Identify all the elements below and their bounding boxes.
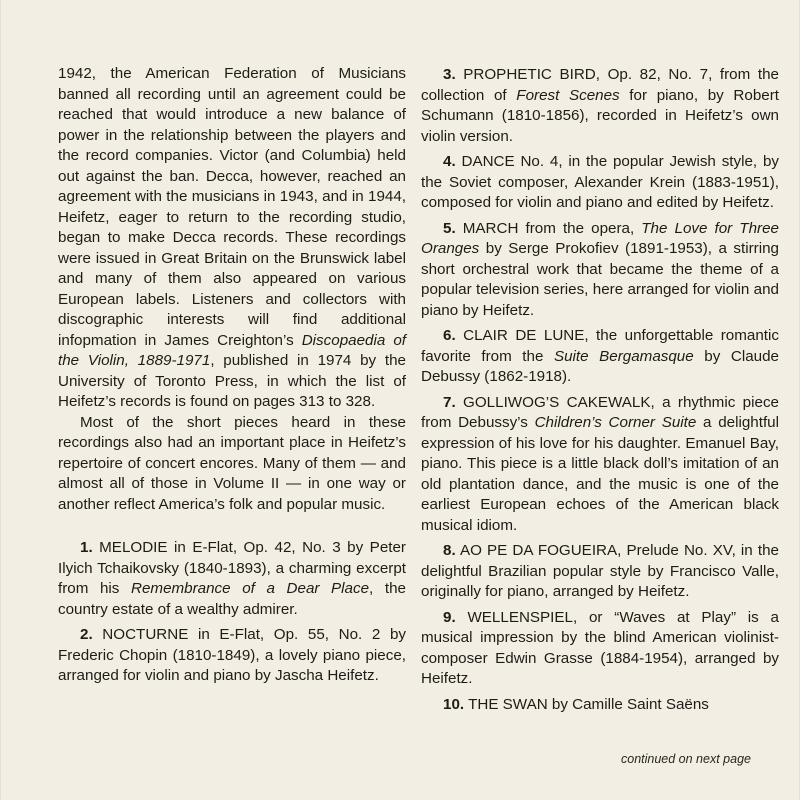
intro-paragraph bbox=[58, 64, 406, 413]
item-italic: Forest Scenes bbox=[516, 86, 620, 104]
item-text: THE SWAN by Camille Saint Saëns bbox=[464, 695, 709, 713]
item-text: WELLENSPIEL, or “Waves at Play” is a musical impression by the blind American violinist-composer Edwin Grasse (1884-1954), arranged by Heifetz. bbox=[421, 608, 779, 687]
continued-note: continued on next page bbox=[621, 752, 751, 766]
item-number: 9. bbox=[443, 608, 456, 626]
list-item-9 bbox=[421, 608, 779, 690]
item-italic: Children’s Corner Suite bbox=[534, 414, 697, 431]
item-number: 4. bbox=[443, 153, 456, 170]
item-text: by Claude Debussy (1862-1918). bbox=[421, 347, 779, 385]
item-text: NOCTURNE in E-Flat, Op. 55, No. 2 by Frederic Chopin (1810-1849), a lovely piano piece, arranged for violin and piano by Jascha Heifetz. bbox=[58, 626, 406, 684]
item-text: MELODIE in E-Flat, Op. 42, No. 3 by Peter Ilyich Tchaikovsky (1840-1893), a charming excerpt from his bbox=[58, 539, 406, 597]
item-number: 7. bbox=[443, 393, 456, 411]
item-text: MARCH from the opera, bbox=[455, 219, 642, 237]
encores-paragraph: Most of the short pieces heard in these recordings also had an important place in Heifetz’s repertoire of concert encores. Many of them — and almost all of those in Volume II — in one way or another reflect America’s folk and popular music. bbox=[58, 413, 406, 513]
list-item-7 bbox=[421, 393, 779, 537]
intro-text-2: , published in 1974 by the University of Toronto Press, in which the list of Heifetz’s records is found on pages 313 to 328. bbox=[58, 352, 406, 410]
item-text: PROPHETIC BIRD, Op. 82, No. 7, from the collection of bbox=[421, 66, 779, 104]
list-item-1 bbox=[58, 538, 406, 620]
item-number: 6. bbox=[443, 327, 456, 344]
book-title: Discopaedia of the Violin, 1889-1971 bbox=[58, 331, 406, 369]
item-number: 8. bbox=[443, 542, 456, 559]
intro-text-1: 1942, the American Federation of Musicians banned all recording until an agreement could be reached that would introduce a new balance of power in the relationship between the players and the record companies. Victor (and Columbia) held out against the ban. Decca, however, reached an agreement with the musicians in 1943, and in 1944, Heifetz, eager to return to the recording studio, began to make Decca records. These recordings were issued in Great Britain on the Brunswick label and many of them also appeared on various European labels. Listeners and collectors with discographic interests will find additional infopmation in James Creighton’s bbox=[58, 65, 406, 349]
item-number: 10. bbox=[443, 695, 465, 713]
item-italic: Suite Bergamasque bbox=[553, 347, 694, 365]
item-italic: Remembrance of a Dear Place bbox=[131, 580, 370, 597]
item-number: 1. bbox=[80, 539, 93, 556]
item-text: AO PE DA FOGUEIRA, Prelude No. XV, in the delightful Brazilian popular style by Francisco Valle, originally for piano, arranged by Heifetz. bbox=[421, 542, 779, 600]
list-item-5 bbox=[421, 219, 779, 322]
item-text: for piano, by Robert Schumann (1810-1856), recorded in Heifetz’s own violin version. bbox=[421, 86, 780, 145]
list-item-2 bbox=[58, 625, 406, 687]
list-item-10 bbox=[421, 695, 779, 716]
item-text: , the country estate of a wealthy admirer. bbox=[58, 580, 406, 618]
item-text: DANCE No. 4, in the popular Jewish style, by the Soviet composer, Alexander Krein (1883-1951), composed for violin and piano and edited by Heifetz. bbox=[421, 153, 779, 211]
item-text: by Serge Prokofiev (1891-1953), a stirring short orchestral work that became the theme of a popular television series, here arranged for violin and piano by Heifetz. bbox=[421, 240, 779, 319]
item-text: GOLLIWOG’S CAKEWALK, a rhythmic piece from Debussy’s bbox=[421, 393, 779, 431]
item-italic: The Love for Three Oranges bbox=[421, 219, 779, 257]
left-column bbox=[58, 64, 406, 687]
list-item-8 bbox=[421, 541, 779, 603]
item-number: 2. bbox=[80, 626, 93, 643]
item-text: a delightful expression of his love for his daughter. Emanuel Bay, piano. This piece is a little black doll’s imitation of an old plantation dance, and the music is one of the earliest European echoes of the American black musical idiom. bbox=[421, 414, 779, 534]
list-item-4 bbox=[421, 152, 779, 214]
item-text: CLAIR DE LUNE, the unforgettable romantic favorite from the bbox=[421, 327, 779, 365]
item-number: 3. bbox=[443, 66, 456, 83]
list-item-6 bbox=[421, 326, 779, 388]
list-item-3 bbox=[421, 65, 779, 147]
right-column bbox=[421, 65, 779, 715]
item-number: 5. bbox=[443, 219, 456, 237]
